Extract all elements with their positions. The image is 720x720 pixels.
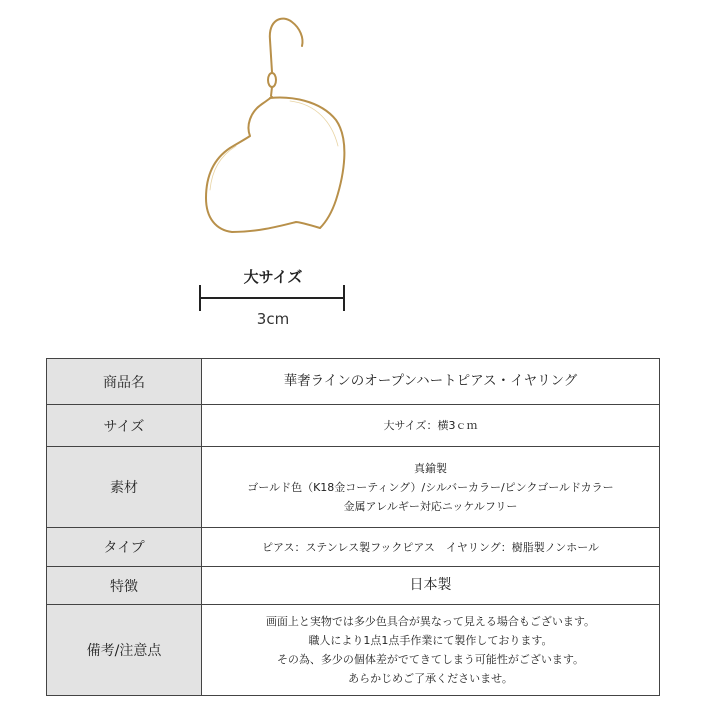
feature-text: 日本製 [409,577,452,593]
notes-value [202,605,660,696]
dimension-value: 3cm [256,310,290,328]
table-row [47,447,660,528]
product-name-value [202,359,660,405]
row-header-feature: 特徴 [47,567,202,605]
notes-line: その為、多少の個体差がでてきてしまう可能性がございます。 [276,653,585,666]
product-name-text: 華奢ラインのオープンハートピアス・イヤリング [283,373,578,389]
table-row [47,528,660,567]
table-row [47,605,660,696]
material-value [202,447,660,528]
jump-ring-icon [268,73,276,87]
material-line: 金属アレルギー対応ニッケルフリー [343,499,518,513]
notes-line: 職人により1点1点手作業にて製作しております。 [308,634,553,647]
type-text: ピアス：ステンレス製フックピアス イヤリング：樹脂製ノンホール [261,540,600,554]
notes-line: あらかじめご了承くださいませ。 [348,672,513,685]
size-label: 大サイズ [243,268,303,286]
heart-icon [206,97,344,232]
material-line: ゴールド色（K18金コーティング）/シルバーカラー/ピンクゴールドカラー [247,480,614,494]
row-header-material: 素材 [47,447,202,528]
hook-icon [270,19,303,72]
row-header-type: タイプ [47,528,202,567]
spec-table [46,358,660,696]
table-row [47,359,660,405]
material-line: 真鍮製 [414,461,447,475]
table-row [47,567,660,605]
feature-value [202,567,660,605]
size-value [202,405,660,447]
notes-line: 画面上と実物では多少色具合が異なって見える場合もございます。 [265,615,596,628]
table-row [47,405,660,447]
dimension-line [199,285,345,311]
size-text: 大サイズ：横3ｃｍ [383,419,478,432]
row-header-product-name: 商品名 [47,359,202,405]
row-header-size: サイズ [47,405,202,447]
earring-image [190,10,360,250]
row-header-notes: 備考/注意点 [47,605,202,696]
type-value [202,528,660,567]
